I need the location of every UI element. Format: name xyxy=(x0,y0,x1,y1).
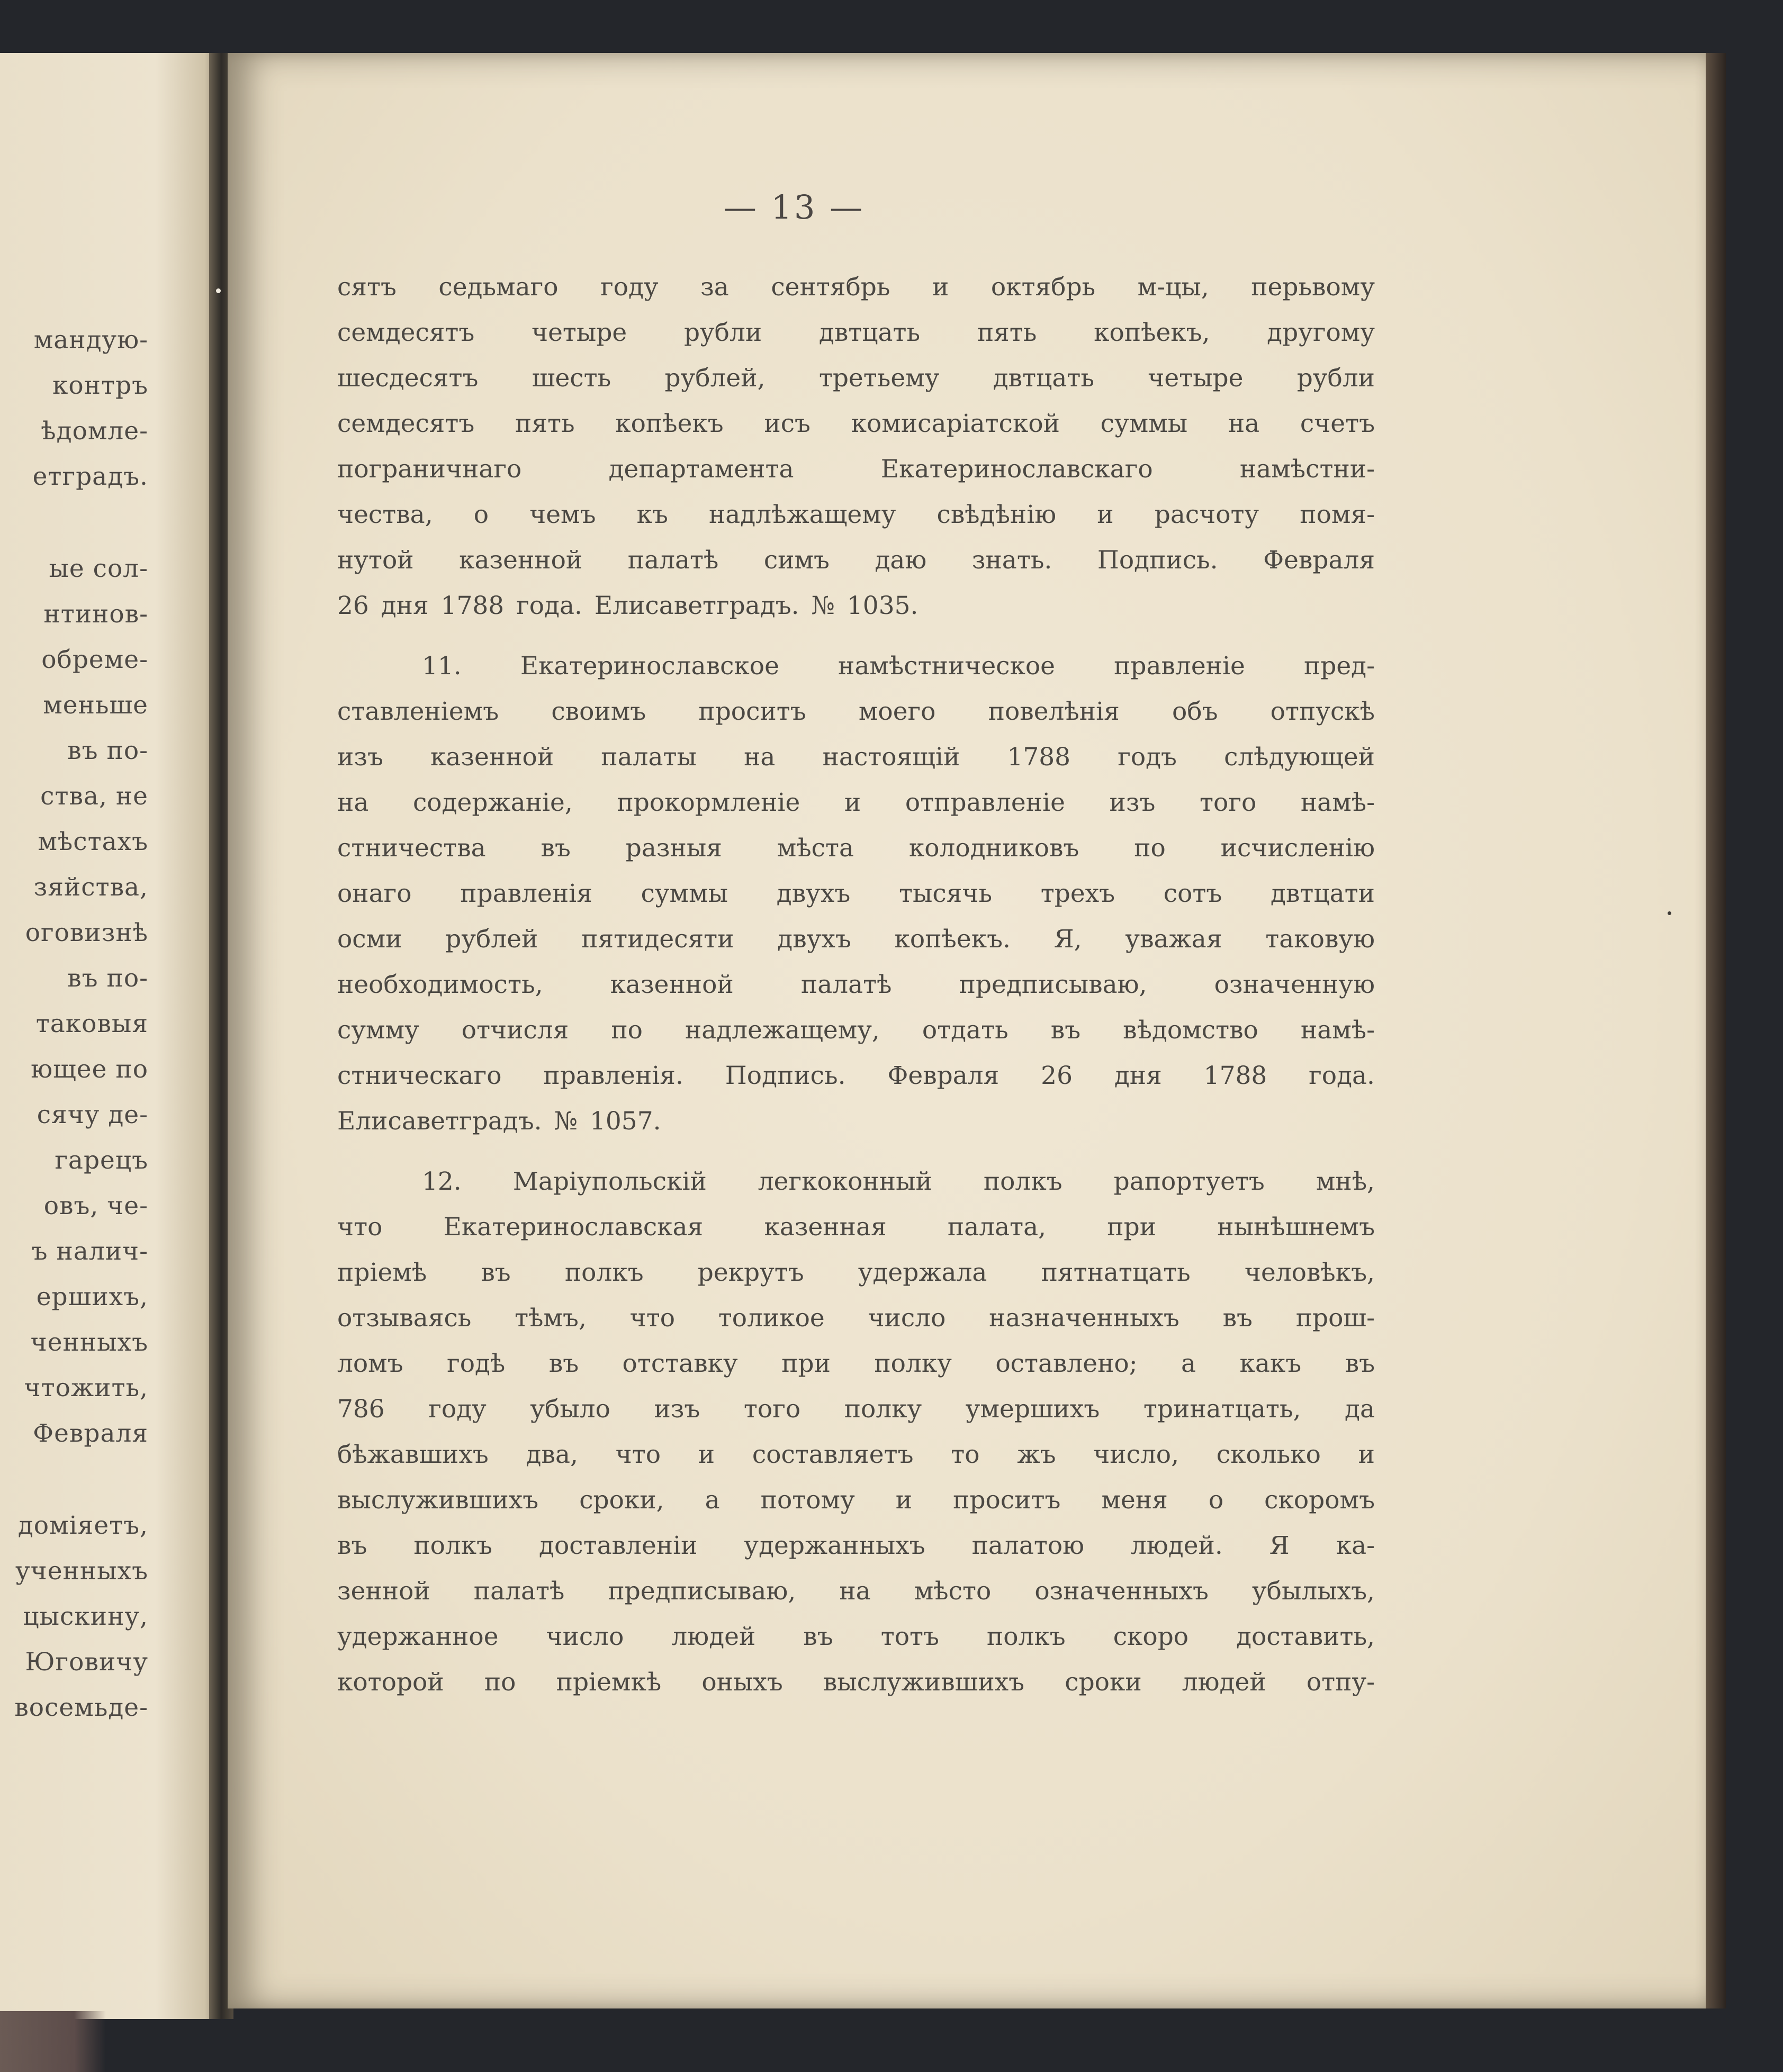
left-line: въ по- xyxy=(67,736,148,765)
left-line: ершихъ, xyxy=(36,1282,148,1311)
text-line: онаго правленія суммы двухъ тысячь трехъ сотъ двтцати xyxy=(337,879,1375,908)
left-line: Февраля xyxy=(33,1419,148,1448)
text-line: выслужившихъ сроки, а потому и проситъ меня о скоромъ xyxy=(337,1486,1375,1515)
left-page xyxy=(0,53,222,2019)
right-page-edge xyxy=(1706,53,1726,2008)
left-line: ые сол- xyxy=(49,554,148,583)
left-page-text xyxy=(0,318,148,1731)
paper-speck xyxy=(1668,911,1671,915)
text-line: изъ казенной палаты на настоящій 1788 годъ слѣдующей xyxy=(337,743,1375,772)
left-line: зяйства, xyxy=(33,873,148,902)
left-line: нтинов- xyxy=(43,600,148,629)
right-page-text xyxy=(337,265,1375,1705)
paper-speck xyxy=(216,288,221,293)
left-line: цыскину, xyxy=(23,1602,148,1631)
text-line: 786 году убыло изъ того полку умершихъ тринатцать, да xyxy=(337,1395,1375,1424)
text-line: стничества въ разныя мѣста колодниковъ по исчисленію xyxy=(337,834,1375,863)
text-line: 26 дня 1788 года. Елисаветградъ. № 1035. xyxy=(337,591,918,620)
left-line: ченныхъ xyxy=(30,1328,148,1357)
text-line: которой по пріемкѣ оныхъ выслужившихъ сроки людей отпу- xyxy=(337,1668,1375,1697)
left-line: ѣдомле- xyxy=(41,417,148,446)
text-line: чества, о чемъ къ надлѣжащему свѣдѣнію и расчоту помя- xyxy=(337,500,1375,529)
text-line: ставленіемъ своимъ проситъ моего повелѣнія объ отпускѣ xyxy=(337,697,1375,726)
left-line: чтожить, xyxy=(24,1373,148,1403)
text-line: пограничнаго департамента Екатеринославскаго намѣстни- xyxy=(337,455,1375,484)
text-line: нутой казенной палатѣ симъ даю знать. Подпись. Февраля xyxy=(337,546,1375,575)
left-line: ъ налич- xyxy=(31,1237,148,1266)
left-line: ства, не xyxy=(40,782,148,811)
left-line: етградъ. xyxy=(32,462,148,491)
text-line: 12. Маріупольскій легкоконный полкъ рапортуетъ мнѣ, xyxy=(422,1167,1375,1196)
text-line: Елисаветградъ. № 1057. xyxy=(337,1107,661,1136)
left-line: восемьде- xyxy=(14,1693,148,1722)
left-line: Юговичу xyxy=(25,1648,148,1677)
text-line: осми рублей пятидесяти двухъ копѣекъ. Я, уважая таковую xyxy=(337,925,1375,954)
text-line: на содержаніе, прокормленіе и отправленіе изъ того намѣ- xyxy=(337,788,1375,817)
page-number: — 13 — xyxy=(723,188,865,227)
left-line: мандую- xyxy=(33,325,148,355)
text-line: необходимость, казенной палатѣ предписываю, означенную xyxy=(337,970,1375,999)
text-line: семдесятъ пять копѣекъ исъ комисаріатской суммы на счетъ xyxy=(337,409,1375,438)
left-line: въ по- xyxy=(67,964,148,993)
text-line: шесдесятъ шесть рублей, третьему двтцать четыре рубли xyxy=(337,364,1375,393)
left-line: таковыя xyxy=(35,1009,148,1038)
left-line: меньше xyxy=(43,691,148,720)
left-line: гарецъ xyxy=(55,1146,148,1175)
left-line: обреме- xyxy=(41,645,148,674)
text-line: отзываясь тѣмъ, что толикое число назначенныхъ въ прош- xyxy=(337,1304,1375,1333)
text-line: семдесятъ четыре рубли двтцать пять копѣекъ, другому xyxy=(337,318,1375,347)
left-line: контръ xyxy=(52,371,148,400)
left-line: ученныхъ xyxy=(15,1557,148,1586)
text-line: сятъ седьмаго году за сентябрь и октябрь м-цы, перьвому xyxy=(337,273,1375,302)
text-line: стническаго правленія. Подпись. Февраля 26 дня 1788 года. xyxy=(337,1061,1375,1090)
left-line: сячу де- xyxy=(37,1100,148,1129)
left-line: ющее по xyxy=(31,1055,148,1084)
left-line: мѣстахъ xyxy=(38,827,148,856)
text-line: въ полкъ доставленіи удержанныхъ палатою людей. Я ка- xyxy=(337,1531,1375,1560)
left-line: оговизнѣ xyxy=(25,918,148,947)
text-line: бѣжавшихъ два, что и составляетъ то жъ число, сколько и xyxy=(337,1440,1375,1469)
page-edge-strip xyxy=(0,2011,106,2072)
text-line: зенной палатѣ предписываю, на мѣсто означенныхъ убылыхъ, xyxy=(337,1577,1375,1606)
left-line: овъ, че- xyxy=(43,1191,148,1220)
text-line: сумму отчисля по надлежащему, отдать въ вѣдомство намѣ- xyxy=(337,1016,1375,1045)
text-line: что Екатеринославская казенная палата, при нынѣшнемъ xyxy=(337,1213,1375,1242)
text-line: ломъ годѣ въ отставку при полку оставлено; а какъ въ xyxy=(337,1349,1375,1378)
text-line: 11. Екатеринославское намѣстническое правленіе пред- xyxy=(422,652,1375,681)
left-line: доміяетъ, xyxy=(17,1511,148,1540)
text-line: удержанное число людей въ тотъ полкъ скоро доставить, xyxy=(337,1622,1375,1651)
text-line: пріемѣ въ полкъ рекрутъ удержала пятнатцать человѣкъ, xyxy=(337,1258,1375,1287)
